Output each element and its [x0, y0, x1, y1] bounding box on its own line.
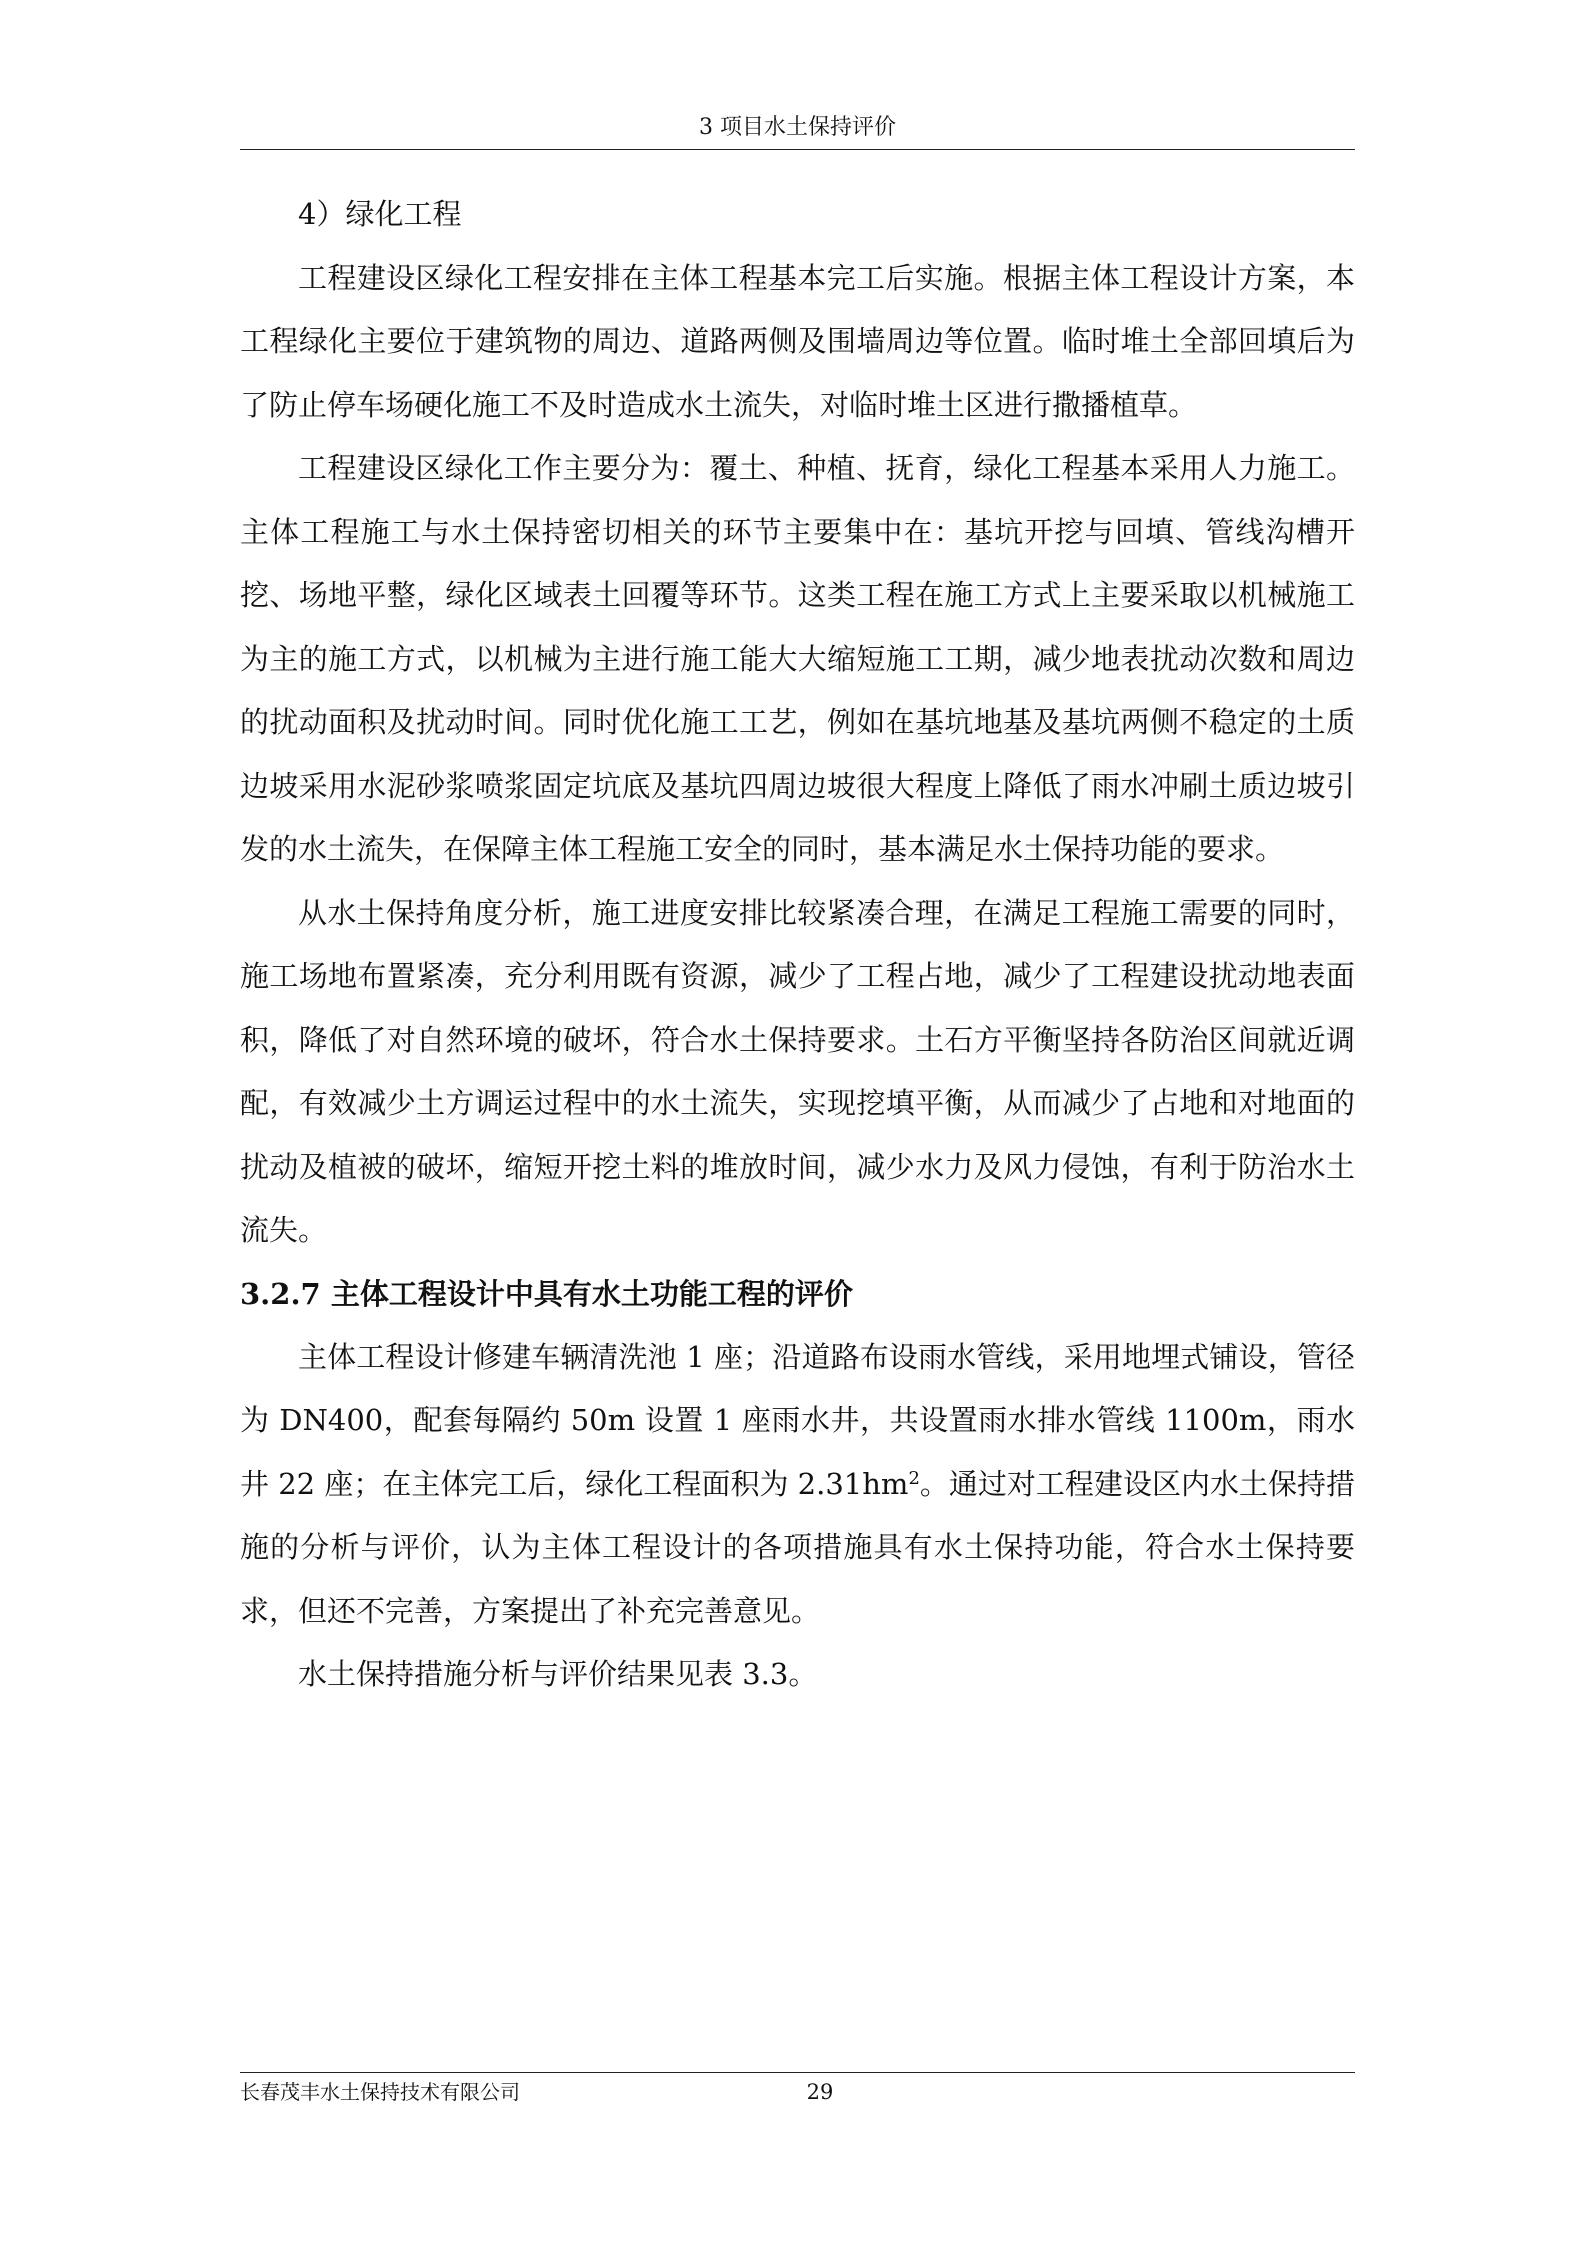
section-paragraph [240, 1326, 1355, 1644]
paragraph-1: 工程建设区绿化工程安排在主体工程基本完工后实施。根据主体工程设计方案，本工程绿化主要位于建筑物的周边、道路两侧及围墙周边等位置。临时堆土全部回填后为了防止停车场硬化施工不及时造成水土流失，对临时堆土区进行撒播植草。 [240, 260, 1355, 422]
page-number: 29 [806, 2080, 834, 2104]
section-paragraph-part2: 。通过对工程建设区内水土保持措施的分析与评价，认为主体工程设计的各项措施具有水土保持功能，符合水土保持要求，但还不完善，方案提出了补充完善意见。 [240, 1466, 1355, 1628]
paragraph-2: 工程建设区绿化工作主要分为：覆土、种植、抚育，绿化工程基本采用人力施工。主体工程施工与水土保持密切相关的环节主要集中在：基坑开挖与回填、管线沟槽开挖、场地平整，绿化区域表土回覆等环节。这类工程在施工方式上主要采取以机械施工为主的施工方式，以机械为主进行施工能大大缩短施工工期，减少地表扰动次数和周边的扰动面积及扰动时间。同时优化施工工艺，例如在基坑地基及基坑两侧不稳定的土质边坡采用水泥砂浆喷浆固定坑底及基坑四周边坡很大程度上降低了雨水冲刷土质边坡引发的水土流失，在保障主体工程施工安全的同时，基本满足水土保持功能的要求。 [240, 451, 1355, 866]
area-unit-superscript: 2 [908, 1467, 920, 1489]
paragraph-3: 从水土保持角度分析，施工进度安排比较紧凑合理，在满足工程施工需要的同时，施工场地布置紧凑，充分利用既有资源，减少了工程占地，减少了工程建设扰动地表面积，降低了对自然环境的破坏，符合水土保持要求。土石方平衡坚持各防治区间就近调配，有效减少土方调运过程中的水土流失，实现挖填平衡，从而减少了占地和对地面的扰动及植被的破坏，缩短开挖土料的堆放时间，减少水力及风力侵蚀，有利于防治水土流失。 [240, 895, 1355, 1247]
page-header: 3 项目水土保持评价 [699, 115, 896, 140]
section-heading-3-2-7: 3.2.7 主体工程设计中具有水土功能工程的评价 [240, 1276, 853, 1311]
header-rule [240, 149, 1355, 150]
section-paragraph-part1: 主体工程设计修建车辆清洗池 1 座；沿道路布设雨水管线，采用地埋式铺设，管径为 DN400，配套每隔约 50m 设置 1 座雨水井，共设置雨水排水管线 1100m，雨水井 22 座；在主体完工后，绿化工程面积为 2.31hm [240, 1339, 1355, 1501]
page-body [240, 183, 1355, 1707]
closing-paragraph: 水土保持措施分析与评价结果见表 3.3。 [298, 1657, 818, 1691]
subheading-greening: 4）绿化工程 [298, 197, 462, 231]
footer-company: 长春茂丰水土保持技术有限公司 [240, 2080, 520, 2104]
footer-rule [240, 2072, 1355, 2073]
